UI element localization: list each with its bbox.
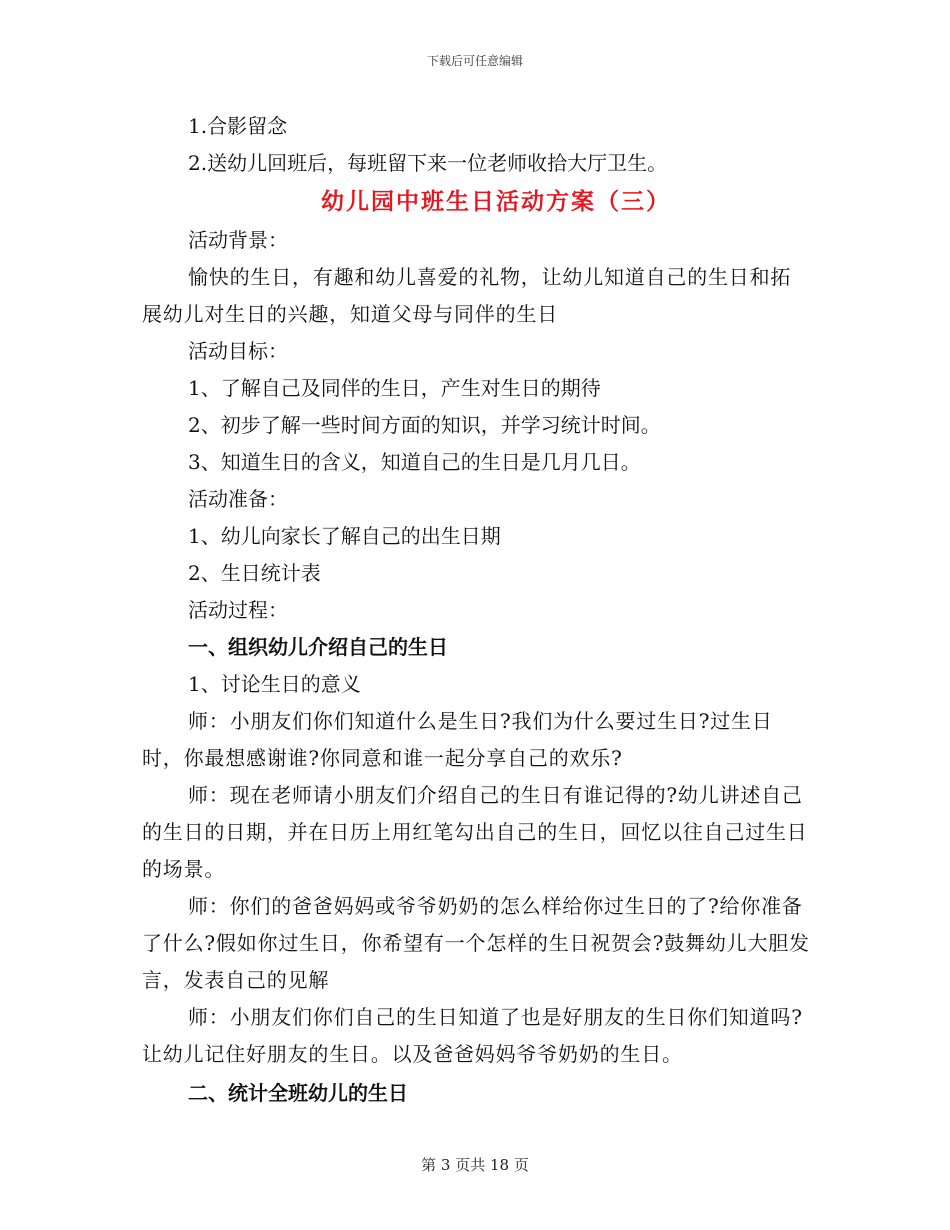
section-heading: 一、组织幼儿介绍自己的生日: [188, 635, 448, 659]
goal-item: 1、了解自己及同伴的生日，产生对生日的期待: [188, 376, 601, 400]
subsection-heading: 1、讨论生日的意义: [188, 672, 361, 696]
goal-item: 2、初步了解一些时间方面的知识，并学习统计时间。: [188, 413, 661, 437]
process-label: 活动过程：: [188, 598, 288, 622]
paragraph: 师：现在老师请小朋友们介绍自己的生日有谁记得的?幼儿讲述自己的生日的日期，并在日历上用红笔勾出自己的生日，回忆以往自己过生日的场景。: [142, 783, 808, 881]
paragraph: 师：小朋友们你们自己的生日知道了也是好朋友的生日你们知道吗?让幼儿记住好朋友的生日。以及爸爸妈妈爷爷奶奶的生日。: [142, 1005, 803, 1066]
page-footer: 第 3 页共 18 页: [421, 1156, 529, 1174]
paragraph: 师：你们的爸爸妈妈或爷爷奶奶的怎么样给你过生日的了?给你准备了什么?假如你过生日，你希望有一个怎样的生日祝贺会?鼓舞幼儿大胆发言，发表自己的见解: [142, 894, 810, 992]
prep-label: 活动准备：: [188, 487, 288, 511]
list-item: 1.合影留念: [188, 114, 288, 138]
page-header: 下载后可任意编辑: [426, 54, 523, 68]
background-paragraph: 愉快的生日，有趣和幼儿喜爱的礼物，让幼儿知道自己的生日和拓展幼儿对生日的兴趣，知道父母与同伴的生日: [142, 265, 792, 326]
document-body: [142, 108, 810, 1112]
goal-item: 3、知道生日的含义，知道自己的生日是几月几日。: [188, 450, 641, 474]
section-title: 幼儿园中班生日活动方案（三）: [321, 188, 671, 215]
paragraph: 师：小朋友们你们知道什么是生日?我们为什么要过生日?过生日时，你最想感谢谁?你同意和谁一起分享自己的欢乐?: [142, 709, 773, 770]
prep-item: 1、幼儿向家长了解自己的出生日期: [188, 524, 501, 548]
prep-item: 2、生日统计表: [188, 561, 321, 585]
list-item: 2.送幼儿回班后，每班留下来一位老师收拾大厅卫生。: [188, 151, 668, 175]
section-heading: 二、统计全班幼儿的生日: [188, 1081, 408, 1105]
goals-label: 活动目标：: [188, 339, 288, 363]
background-label: 活动背景：: [188, 228, 288, 252]
